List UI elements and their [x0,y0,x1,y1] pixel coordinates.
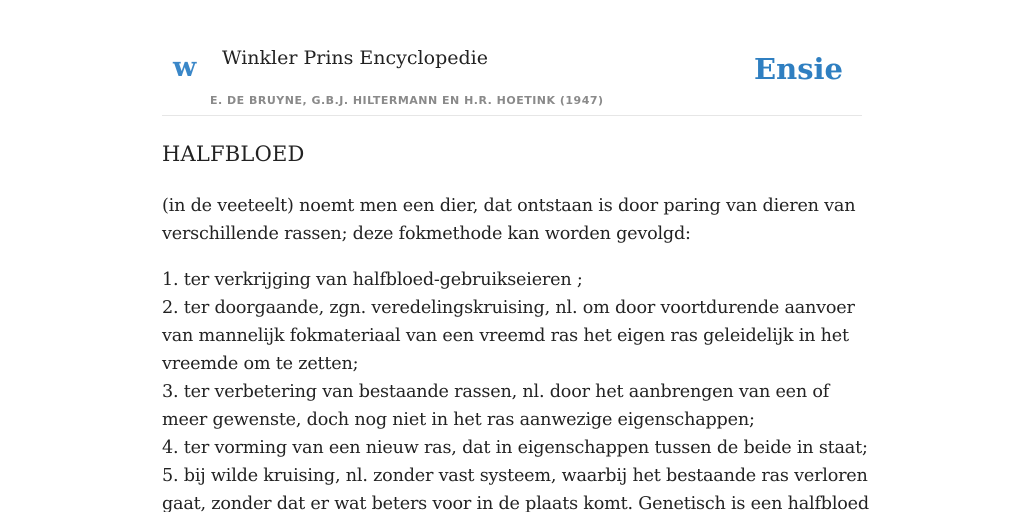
list-item: 4. ter vorming van een nieuw ras, dat in eigenschappen tussen de beide in staat; [162,438,868,458]
article [162,139,874,512]
ensie-logo[interactable]: Ensie [754,52,843,86]
source-authors: E. DE BRUYNE, G.B.J. HILTERMANN EN H.R. HOETINK (1947) [210,94,604,107]
article-list [162,266,874,512]
article-intro: (in de veeteelt) noemt men een dier, dat ontstaan is door paring van dieren van verschillende rassen; deze fokmethode kan worden gevolgd: [162,196,856,244]
list-item: 3. ter verbetering van bestaande rassen, nl. door het aanbrengen van een of meer gewenste, doch nog niet in het ras aanwezige eigenschappen; [162,382,830,430]
source-title[interactable]: Winkler Prins Encyclopedie [222,47,488,69]
site-header [162,0,862,116]
article-title: HALFBLOED [162,142,305,166]
winkler-prins-logo[interactable]: w [173,52,197,83]
list-item: 2. ter doorgaande, zgn. veredelingskruising, nl. om door voortdurende aanvoer van mannelijk fokmateriaal van een vreemd ras het eigen ras geleidelijk in het vreemde om te zetten; [162,298,855,374]
list-item: 1. ter verkrijging van halfbloed-gebruikseieren ; [162,270,583,290]
list-item: 5. bij wilde kruising, nl. zonder vast systeem, waarbij het bestaande ras verloren gaat, zonder dat er wat beters voor in de plaats komt. Genetisch is een halfbloed [162,466,869,512]
